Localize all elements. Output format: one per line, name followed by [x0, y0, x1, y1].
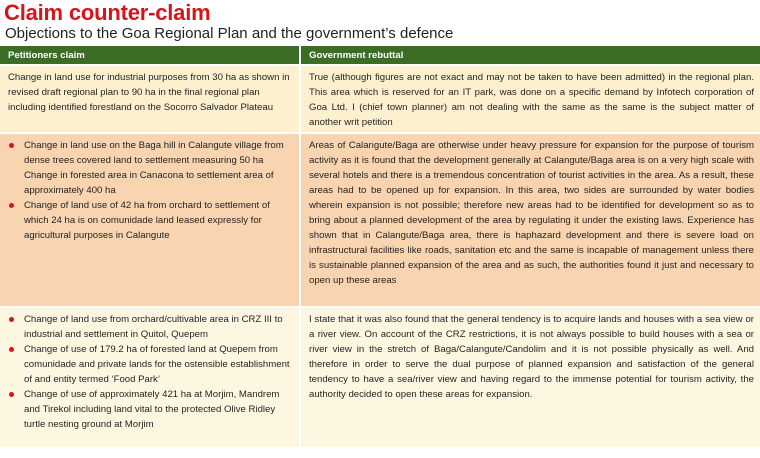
list-item: [8, 138, 293, 198]
claim-text: Change in land use on the Baga hill in Calangute village from dense trees covered land to settlement measuring 50 ha Change in forested area in Canacona to settlement area of approximately 400 ha: [24, 140, 284, 196]
table-row: [0, 307, 760, 447]
rebuttal-text: True (although figures are not exact and may not be taken to have been admitted) in the regional plan. This area which is reserved for an IT park, was done on a specific demand by Infotech corporation of Goa Ltd. I (chief town planner) am not dealing with the same as the same is the subject matter of another writ petition: [309, 72, 754, 128]
bullet-icon: [9, 143, 14, 148]
claim-list: [8, 138, 293, 243]
table-header-row: [0, 46, 760, 65]
rebuttal-cell: [300, 133, 760, 307]
list-item: [8, 342, 293, 387]
claim-text: Change of land use from orchard/cultivable area in CRZ III to industrial and settlement in Quitol, Quepem: [24, 314, 283, 340]
claim-cell: [0, 307, 300, 447]
page-subtitle: Objections to the Goa Regional Plan and the government’s defence: [5, 25, 454, 42]
rebuttal-text: Areas of Calangute/Baga are otherwise under heavy pressure for expansion for the purpose of tourism activity as it is found that the development generally at Calangute/Baga area is on a very high scale with several hotels and there is a tremendous concentration of tourist activities in the area. As a result, these areas had to be opened up for expansion. In this area, two sides are surrounded by water bodies wherein expansion is not possible; therefore new areas had to be identified for development so as to bring about a planned development of the area by regulating it under the existing laws. Experience has shown that in Calangute/Baga area, there is haphazard development and there is severe load on infrastructural facilities like roads, sanitation etc and the same is incapable of management unless there is sustainable planned expansion of the area and as such, the authorities found it just and necessary to open up these areas: [309, 140, 754, 286]
bullet-icon: [9, 317, 14, 322]
list-item: [8, 312, 293, 342]
claim-list: [8, 312, 293, 432]
list-item: [8, 198, 293, 243]
bullet-icon: [9, 392, 14, 397]
claims-table: [0, 46, 760, 447]
header-government-rebuttal: Government rebuttal: [300, 46, 760, 65]
claim-text: Change of use of approximately 421 ha at Morjim, Mandrem and Tirekol including land vital to the protected Olive Ridley turtle nesting ground at Morjim: [24, 389, 280, 430]
rebuttal-cell: [300, 65, 760, 133]
rebuttal-cell: [300, 307, 760, 447]
list-item: [8, 387, 293, 432]
claim-cell: [0, 65, 300, 133]
table-row: [0, 65, 760, 133]
header-petitioners-claim: Petitioners claim: [0, 46, 300, 65]
bullet-icon: [9, 347, 14, 352]
page-title: Claim counter-claim: [4, 0, 211, 25]
claim-text: Change in land use for industrial purposes from 30 ha as shown in revised draft regional plan to 90 ha in the final regional plan including identified forestland on the Socorro Salvador Plateau: [8, 72, 290, 113]
table-row: [0, 133, 760, 307]
claim-cell: [0, 133, 300, 307]
rebuttal-text: I state that it was also found that the general tendency is to acquire lands and houses with a sea view or a river view. On account of the CRZ restrictions, it is not always possible to build houses with a sea or river view in the stretch of Baga/Calangute/Candolim and it is not possible physically as well. And therefore in order to serve the dual purpose of planned expansion and satisfaction of the general tendency to have a sea/river view and having regard to the immense potential for tourism activity, the authority decided to open these areas for expansion.: [309, 314, 754, 400]
claim-text: Change of land use of 42 ha from orchard to settlement of which 24 ha is on comunidade land leased expressly for agricultural purposes in Calangute: [24, 200, 270, 241]
claim-text: Change of use of 179.2 ha of forested land at Quepem from comunidade and private lands for the ostensible establishment of and entity termed ‘Food Park’: [24, 344, 290, 385]
bullet-icon: [9, 203, 14, 208]
